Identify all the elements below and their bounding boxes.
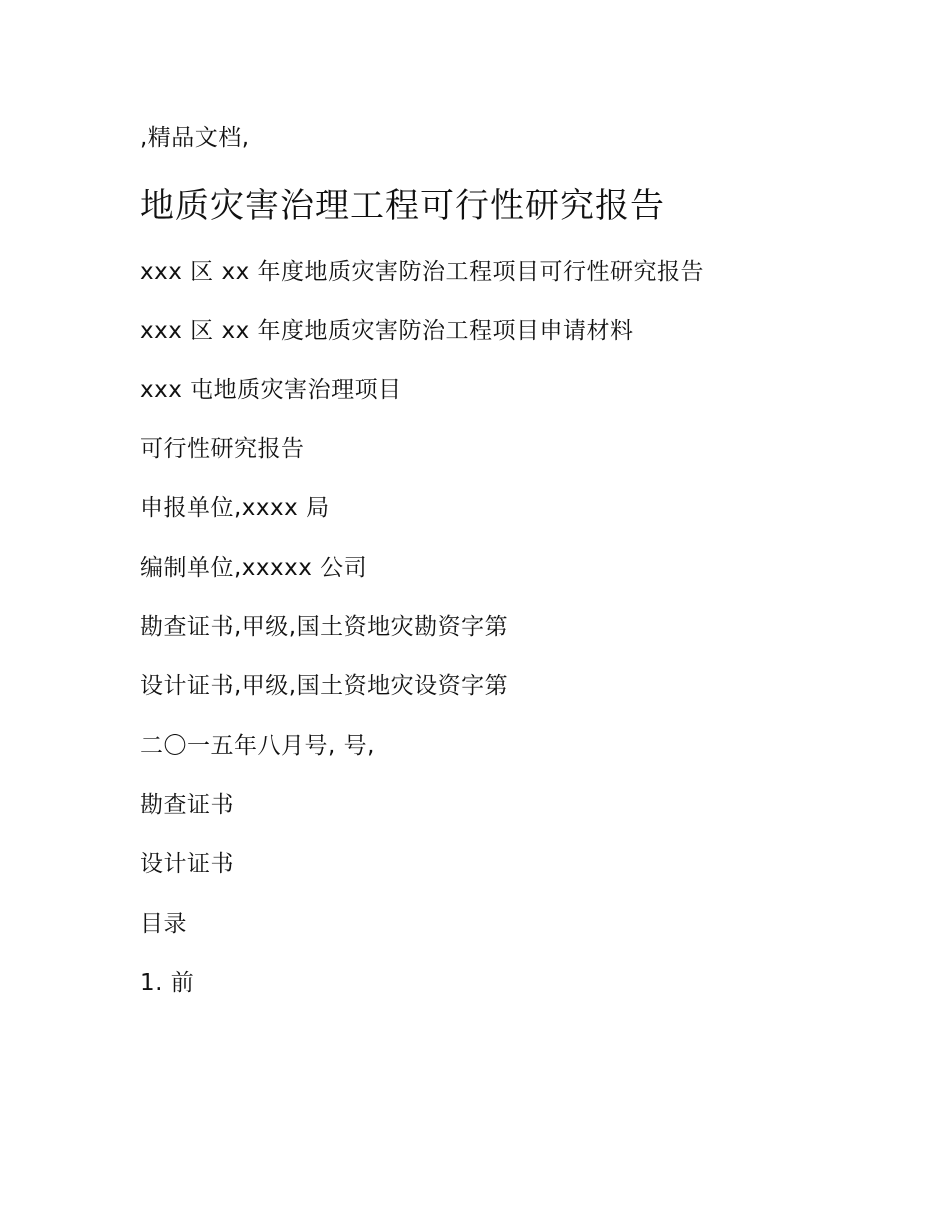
document-date: 二〇一五年八月号, 号,	[140, 733, 375, 759]
survey-certificate-line: 勘查证书,甲级,国土资地灾勘资字第	[140, 614, 509, 640]
header-note: ,精品文档,	[140, 125, 250, 151]
compiler-unit: 编制单位,xxxxx 公司	[140, 555, 368, 581]
design-certificate-heading: 设计证书	[140, 851, 234, 877]
report-type: 可行性研究报告	[140, 436, 305, 462]
design-certificate-line: 设计证书,甲级,国土资地灾设资字第	[140, 673, 509, 699]
survey-certificate-heading: 勘查证书	[140, 792, 234, 818]
applicant-unit: 申报单位,xxxx 局	[140, 495, 330, 521]
subtitle-feasibility-report: xxx 区 xx 年度地质灾害防治工程项目可行性研究报告	[140, 259, 704, 285]
table-of-contents-heading: 目录	[140, 911, 187, 937]
subtitle-application-materials: xxx 区 xx 年度地质灾害防治工程项目申请材料	[140, 318, 634, 344]
project-name: xxx 屯地质灾害治理项目	[140, 377, 402, 403]
document-title: 地质灾害治理工程可行性研究报告	[140, 186, 665, 226]
toc-item-1: 1. 前	[140, 970, 195, 996]
